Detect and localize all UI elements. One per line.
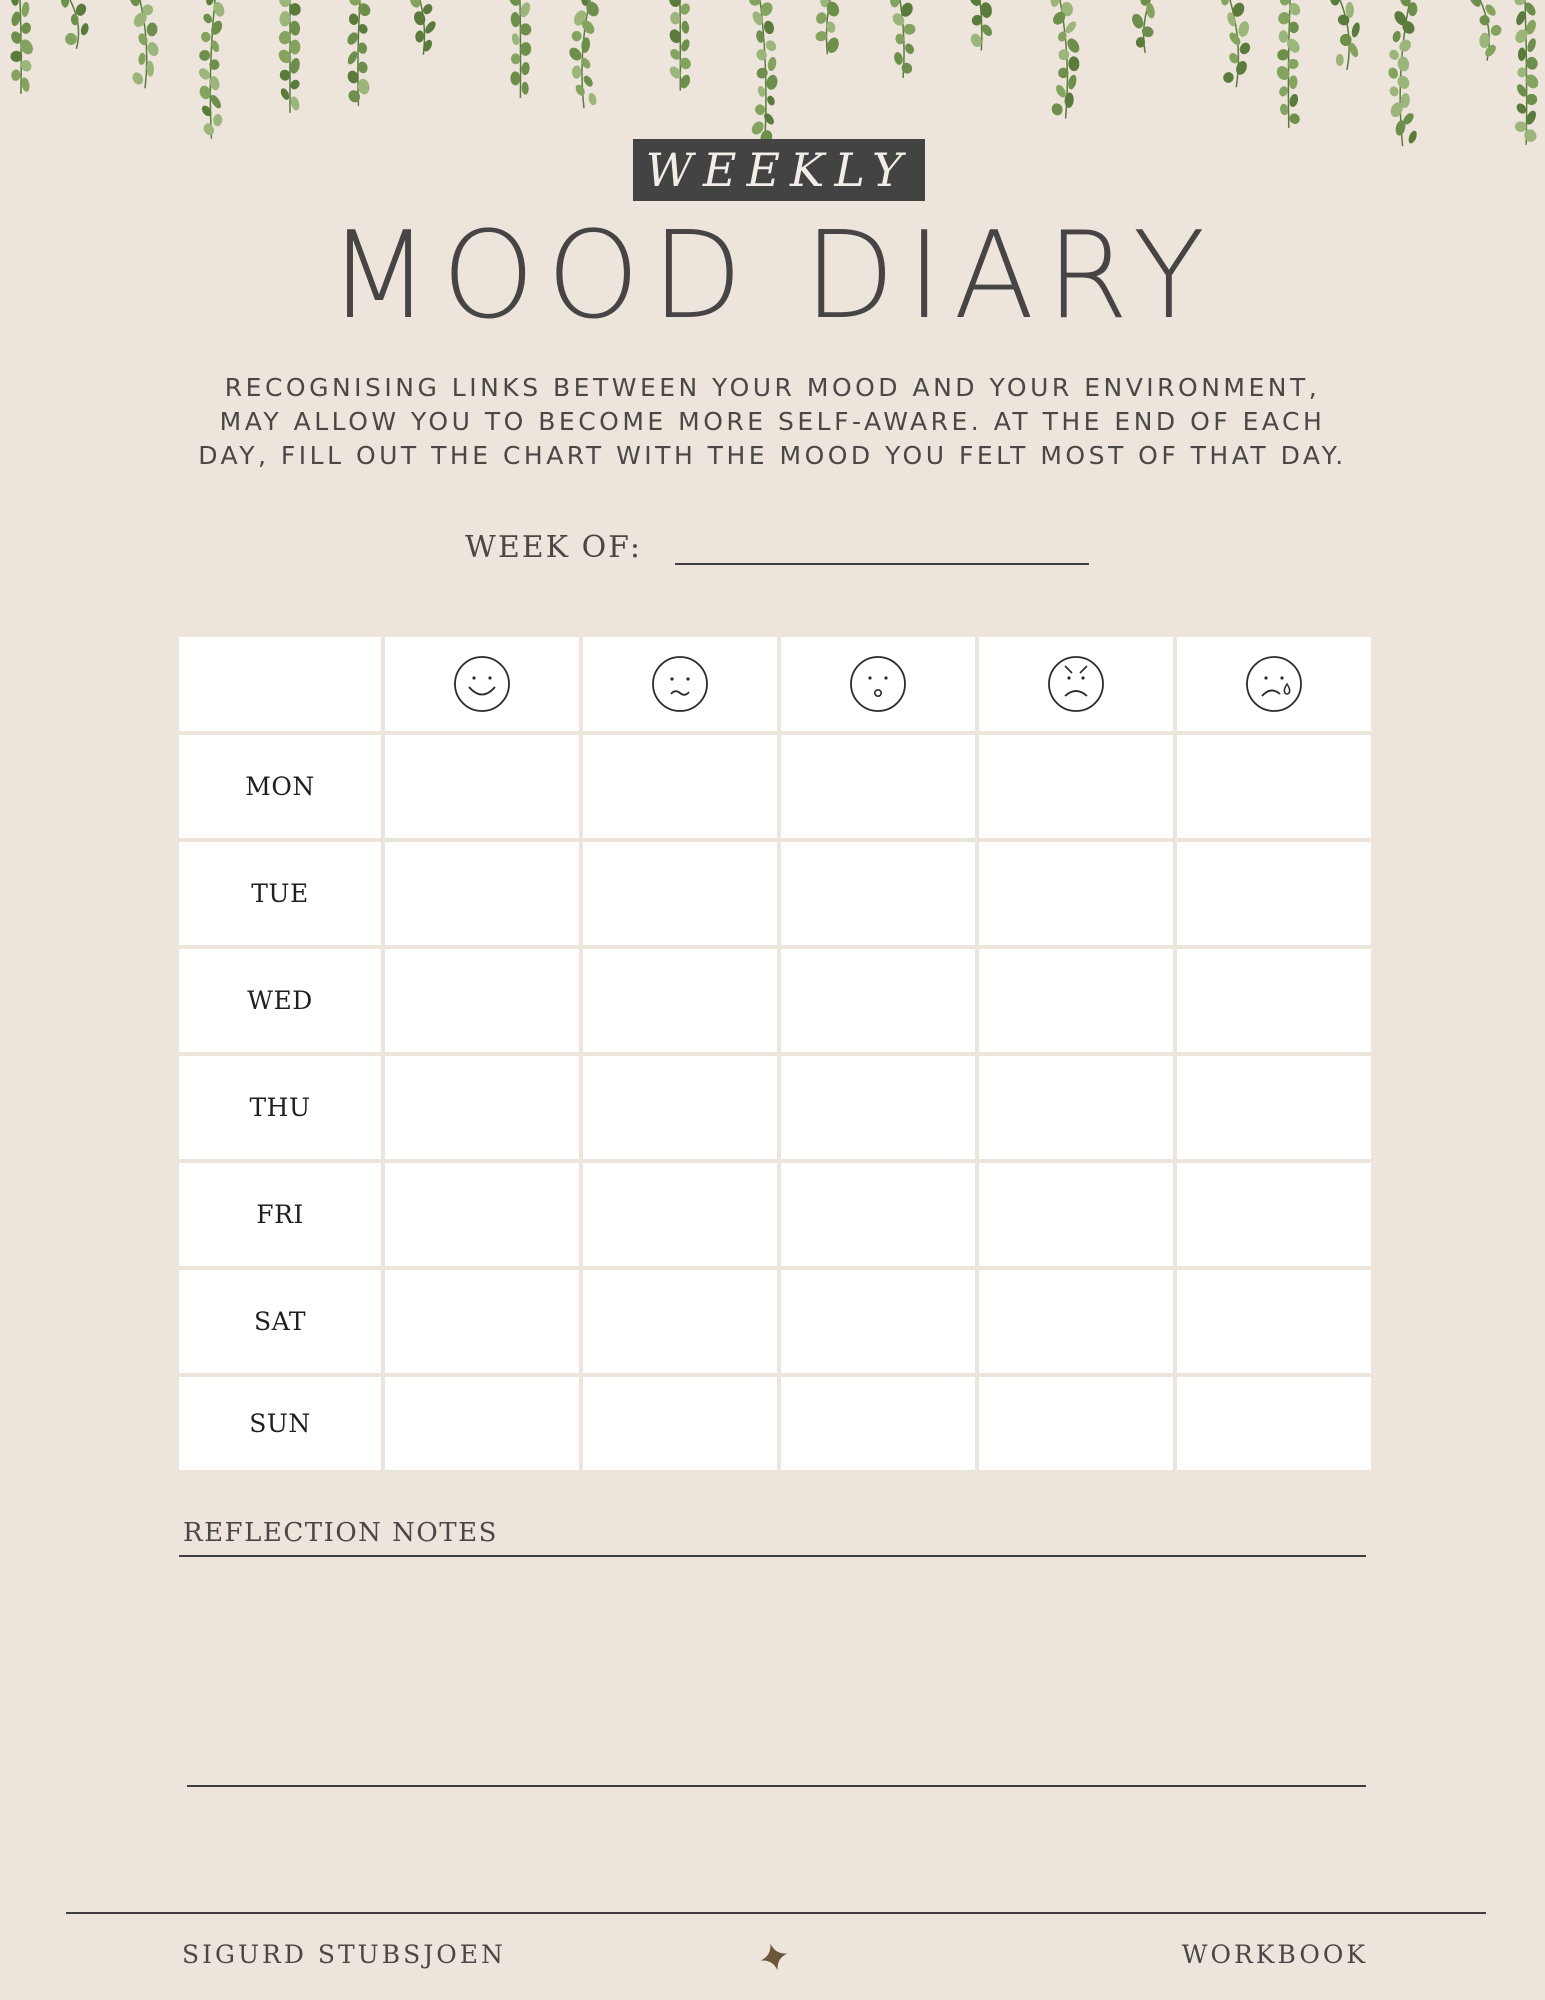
mood-cell[interactable] — [583, 1163, 777, 1266]
unsure-face-icon — [650, 654, 710, 714]
intro-text — [150, 371, 1395, 473]
mood-cell[interactable] — [583, 1377, 777, 1470]
week-of-field[interactable] — [675, 563, 1089, 565]
mood-header-surprised — [781, 637, 975, 731]
mood-cell[interactable] — [1177, 949, 1371, 1052]
mood-cell[interactable] — [979, 949, 1173, 1052]
notes-divider-top — [179, 1555, 1366, 1557]
mood-cell[interactable] — [385, 1377, 579, 1470]
reflection-notes-label: REFLECTION NOTES — [183, 1518, 498, 1548]
mood-cell[interactable] — [979, 1163, 1173, 1266]
footer-divider — [66, 1912, 1486, 1914]
surprised-face-icon — [848, 654, 908, 714]
corner-cell — [179, 637, 381, 731]
mood-cell[interactable] — [781, 1377, 975, 1470]
mood-cell[interactable] — [1177, 1056, 1371, 1159]
mood-cell[interactable] — [781, 1270, 975, 1373]
mood-cell[interactable] — [583, 842, 777, 945]
mood-cell[interactable] — [1177, 1163, 1371, 1266]
happy-face-icon — [452, 654, 512, 714]
mood-header-crying — [1177, 637, 1371, 731]
mood-header-unsure — [583, 637, 777, 731]
angry-face-icon — [1046, 654, 1106, 714]
page-title: MOOD DIARY — [328, 204, 1217, 346]
mood-header-happy — [385, 637, 579, 731]
four-point-star-icon — [758, 1941, 790, 1973]
day-label-fri: FRI — [179, 1163, 381, 1266]
day-label-sun: SUN — [179, 1377, 381, 1470]
mood-cell[interactable] — [583, 1056, 777, 1159]
mood-header-angry — [979, 637, 1173, 731]
mood-cell[interactable] — [583, 735, 777, 838]
mood-cell[interactable] — [781, 842, 975, 945]
mood-cell[interactable] — [583, 1270, 777, 1373]
mood-cell[interactable] — [979, 1056, 1173, 1159]
mood-cell[interactable] — [781, 1163, 975, 1266]
intro-line: MAY ALLOW YOU TO BECOME MORE SELF-AWARE. AT THE END OF EACH — [219, 407, 1326, 436]
weekly-badge: WEEKLY — [633, 139, 925, 201]
mood-cell[interactable] — [979, 842, 1173, 945]
mood-cell[interactable] — [1177, 1377, 1371, 1470]
mood-cell[interactable] — [979, 1270, 1173, 1373]
mood-cell[interactable] — [385, 1163, 579, 1266]
mood-cell[interactable] — [1177, 735, 1371, 838]
mood-cell[interactable] — [979, 1377, 1173, 1470]
day-label-wed: WED — [179, 949, 381, 1052]
day-label-sat: SAT — [179, 1270, 381, 1373]
mood-cell[interactable] — [1177, 842, 1371, 945]
mood-cell[interactable] — [385, 1270, 579, 1373]
mood-cell[interactable] — [385, 842, 579, 945]
mood-chart — [179, 637, 1368, 1463]
week-of-label: WEEK OF: — [465, 530, 643, 565]
mood-cell[interactable] — [385, 1056, 579, 1159]
footer-author: SIGURD STUBSJOEN — [182, 1940, 506, 1969]
notes-writing-line[interactable] — [187, 1785, 1366, 1787]
mood-cell[interactable] — [781, 949, 975, 1052]
mood-cell[interactable] — [385, 735, 579, 838]
day-label-tue: TUE — [179, 842, 381, 945]
footer-workbook-label: WORKBOOK — [1181, 1940, 1368, 1969]
mood-cell[interactable] — [385, 949, 579, 1052]
mood-cell[interactable] — [1177, 1270, 1371, 1373]
mood-cell[interactable] — [781, 735, 975, 838]
mood-cell[interactable] — [781, 1056, 975, 1159]
day-label-thu: THU — [179, 1056, 381, 1159]
mood-cell[interactable] — [583, 949, 777, 1052]
intro-line: DAY, FILL OUT THE CHART WITH THE MOOD YOU FELT MOST OF THAT DAY. — [198, 441, 1347, 470]
day-label-mon: MON — [179, 735, 381, 838]
mood-cell[interactable] — [979, 735, 1173, 838]
crying-face-icon — [1244, 654, 1304, 714]
intro-line: RECOGNISING LINKS BETWEEN YOUR MOOD AND YOUR ENVIRONMENT, — [224, 373, 1321, 402]
